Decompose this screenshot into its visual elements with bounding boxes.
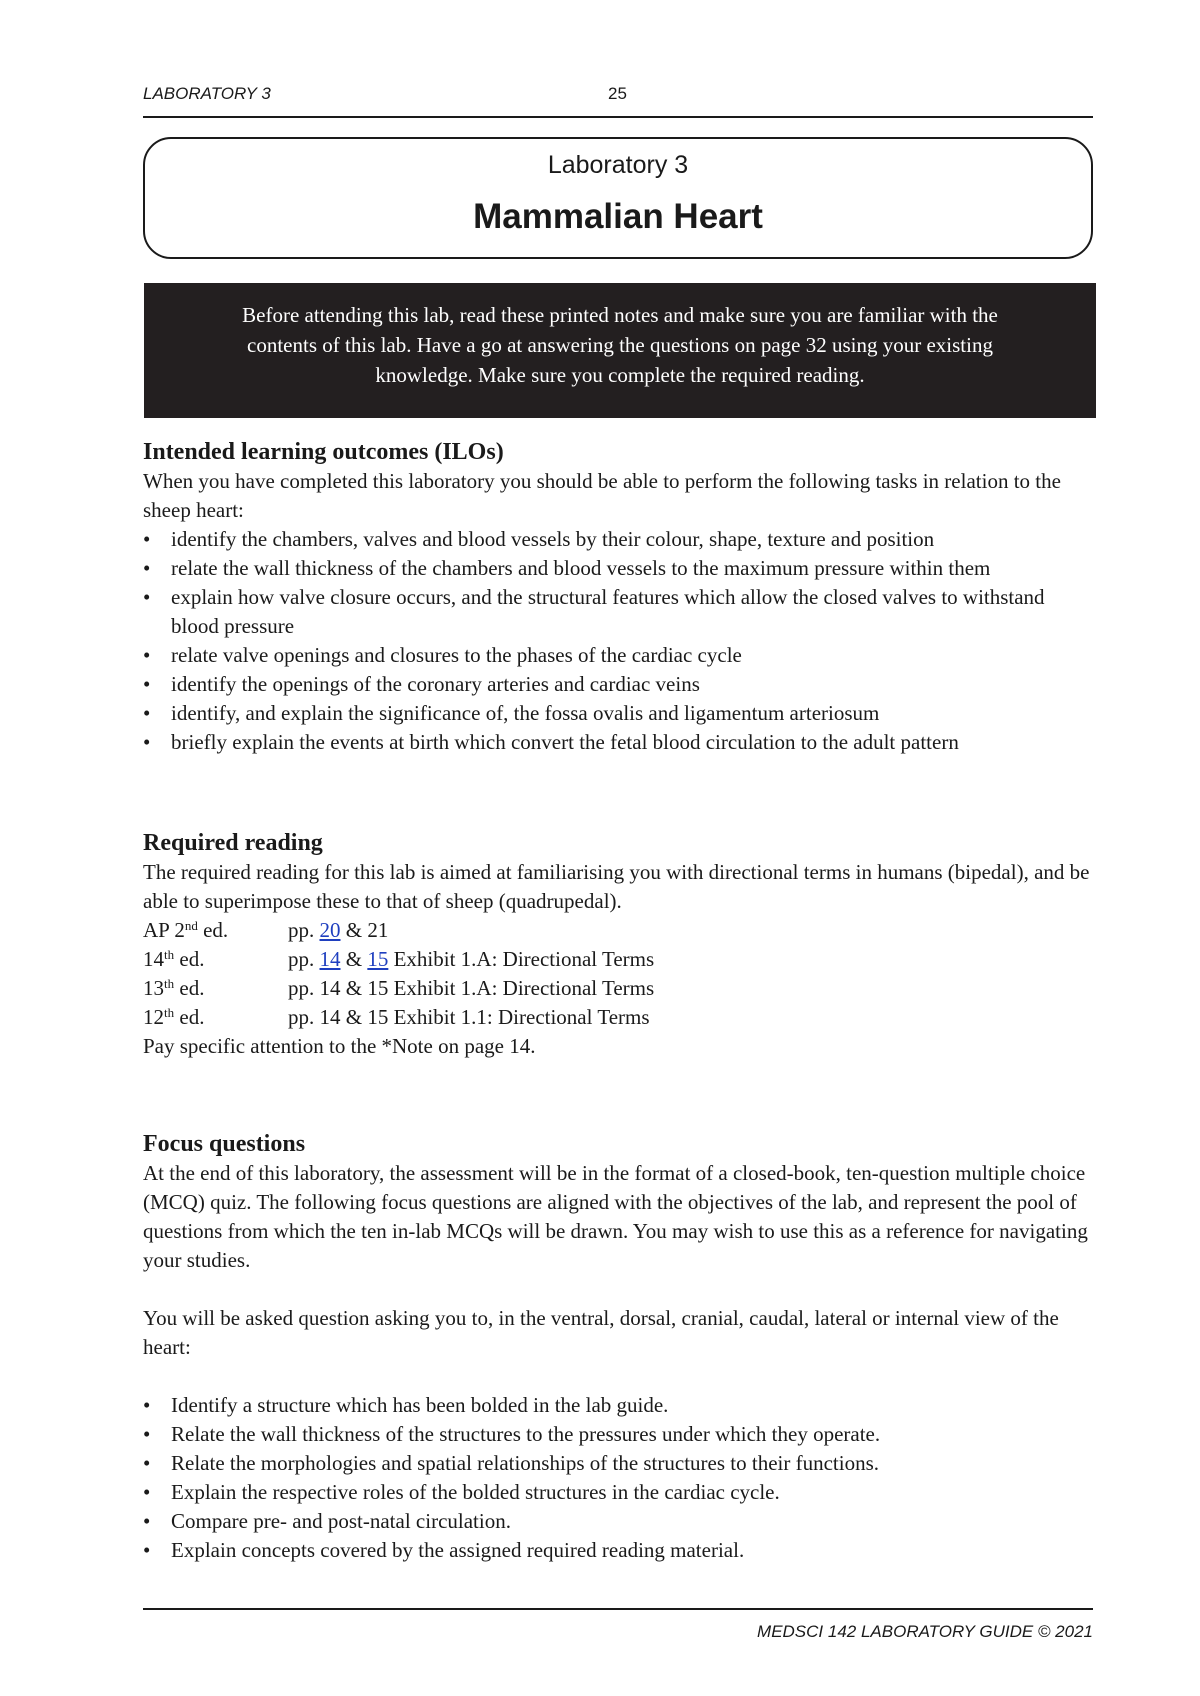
list-item-text: briefly explain the events at birth which convert the fetal blood circulation to the adult pattern	[171, 730, 959, 754]
reading-note: Pay specific attention to the *Note on page 14.	[143, 1034, 536, 1058]
list-item	[143, 670, 1093, 699]
notice-line: contents of this lab. Have a go at answering the questions on page 32 using your existing	[247, 333, 993, 357]
page-link-14[interactable]: 14	[319, 947, 341, 971]
reading-row-14th	[143, 945, 1093, 974]
bullet: •	[143, 1393, 151, 1417]
notice-line: Before attending this lab, read these printed notes and make sure you are familiar with the	[242, 303, 998, 327]
list-item	[143, 525, 1093, 554]
bullet: •	[143, 1538, 151, 1562]
page-title: Mammalian Heart	[473, 197, 763, 236]
list-item	[143, 728, 1093, 757]
list-item	[143, 583, 1093, 641]
list-item-text: Explain the respective roles of the bolded structures in the cardiac cycle.	[171, 1480, 780, 1504]
list-item-text: identify the chambers, valves and blood vessels by their colour, shape, texture and position	[171, 527, 935, 551]
edition-label: 13th ed.	[143, 976, 205, 1000]
reading-heading: Required reading	[143, 830, 323, 856]
focus-list	[143, 1391, 1093, 1565]
reading-row-12th	[143, 1003, 1093, 1032]
focus-view-text: You will be asked question asking you to, in the ventral, dorsal, cranial, caudal, lateral or internal view of the heart:	[143, 1306, 1059, 1359]
lab-subtitle: Laboratory 3	[547, 151, 689, 179]
bullet: •	[143, 1480, 151, 1504]
bullet: •	[143, 643, 151, 667]
page-header	[143, 80, 1093, 118]
focus-section	[143, 1130, 1093, 1565]
bullet: •	[143, 672, 151, 696]
list-item-text: Relate the wall thickness of the structures to the pressures under which they operate.	[171, 1422, 881, 1446]
list-item-text: explain how valve closure occurs, and the structural features which allow the closed valves to withstand blood pressure	[171, 585, 1045, 638]
list-item-text: identify the openings of the coronary arteries and cardiac veins	[171, 672, 700, 696]
edition-label: 14th ed.	[143, 947, 205, 971]
bullet: •	[143, 701, 151, 725]
reading-row-ap	[143, 916, 1093, 945]
page-number: 25	[608, 84, 627, 103]
list-item	[143, 554, 1093, 583]
notice-line: knowledge. Make sure you complete the required reading.	[375, 363, 865, 387]
list-item	[143, 1536, 1093, 1565]
list-item	[143, 1478, 1093, 1507]
bullet: •	[143, 1509, 151, 1533]
bullet: •	[143, 1422, 151, 1446]
list-item	[143, 1449, 1093, 1478]
list-item-text: relate valve openings and closures to the phases of the cardiac cycle	[171, 643, 742, 667]
ilos-section	[143, 438, 1093, 757]
edition-label: AP 2nd ed.	[143, 918, 229, 942]
reading-intro: The required reading for this lab is aimed at familiarising you with directional terms in humans (bipedal), and be able to superimpose these to that of sheep (quadrupedal).	[143, 860, 1090, 913]
title-box	[143, 137, 1093, 259]
page-link-20[interactable]: 20	[319, 918, 341, 942]
page-ref: pp. 14 & 15 Exhibit 1.A: Directional Terms	[288, 947, 655, 971]
page-ref: pp. 20 & 21	[288, 918, 389, 942]
ilos-list	[143, 525, 1093, 757]
list-item-text: Relate the morphologies and spatial relationships of the structures to their functions.	[171, 1451, 880, 1475]
ilos-heading: Intended learning outcomes (ILOs)	[143, 439, 504, 465]
focus-heading: Focus questions	[143, 1131, 306, 1157]
pre-lab-notice	[144, 283, 1096, 418]
list-item-text: relate the wall thickness of the chambers and blood vessels to the maximum pressure within them	[171, 556, 991, 580]
edition-label: 12th ed.	[143, 1005, 205, 1029]
list-item	[143, 641, 1093, 670]
bullet: •	[143, 730, 151, 754]
page-ref: pp. 14 & 15 Exhibit 1.A: Directional Terms	[288, 976, 655, 1000]
list-item	[143, 1391, 1093, 1420]
bullet: •	[143, 1451, 151, 1475]
list-item	[143, 1420, 1093, 1449]
header-lab-label: LABORATORY 3	[143, 84, 271, 103]
reading-row-13th	[143, 974, 1093, 1003]
bullet: •	[143, 585, 151, 609]
page-ref: pp. 14 & 15 Exhibit 1.1: Directional Terms	[288, 1005, 650, 1029]
list-item	[143, 699, 1093, 728]
list-item-text: identify, and explain the significance of, the fossa ovalis and ligamentum arteriosum	[171, 701, 880, 725]
list-item-text: Identify a structure which has been bolded in the lab guide.	[171, 1393, 669, 1417]
ilos-intro: When you have completed this laboratory you should be able to perform the following tasks in relation to the sheep heart:	[143, 469, 1061, 522]
list-item-text: Explain concepts covered by the assigned required reading material.	[171, 1538, 745, 1562]
bullet: •	[143, 527, 151, 551]
focus-intro: At the end of this laboratory, the assessment will be in the format of a closed-book, ten-question multiple choice (MCQ) quiz. The following focus questions are aligned with the objectives of the lab, and represent the pool of questions from which the ten in-lab MCQs will be drawn. You may wish to use this as a reference for navigating your studies.	[143, 1161, 1088, 1272]
reading-section	[143, 829, 1093, 1061]
footer-text: MEDSCI 142 LABORATORY GUIDE © 2021	[757, 1622, 1093, 1641]
list-item-text: Compare pre- and post-natal circulation.	[171, 1509, 511, 1533]
page-link-15[interactable]: 15	[367, 947, 389, 971]
list-item	[143, 1507, 1093, 1536]
bullet: •	[143, 556, 151, 580]
page-footer	[143, 1608, 1093, 1642]
